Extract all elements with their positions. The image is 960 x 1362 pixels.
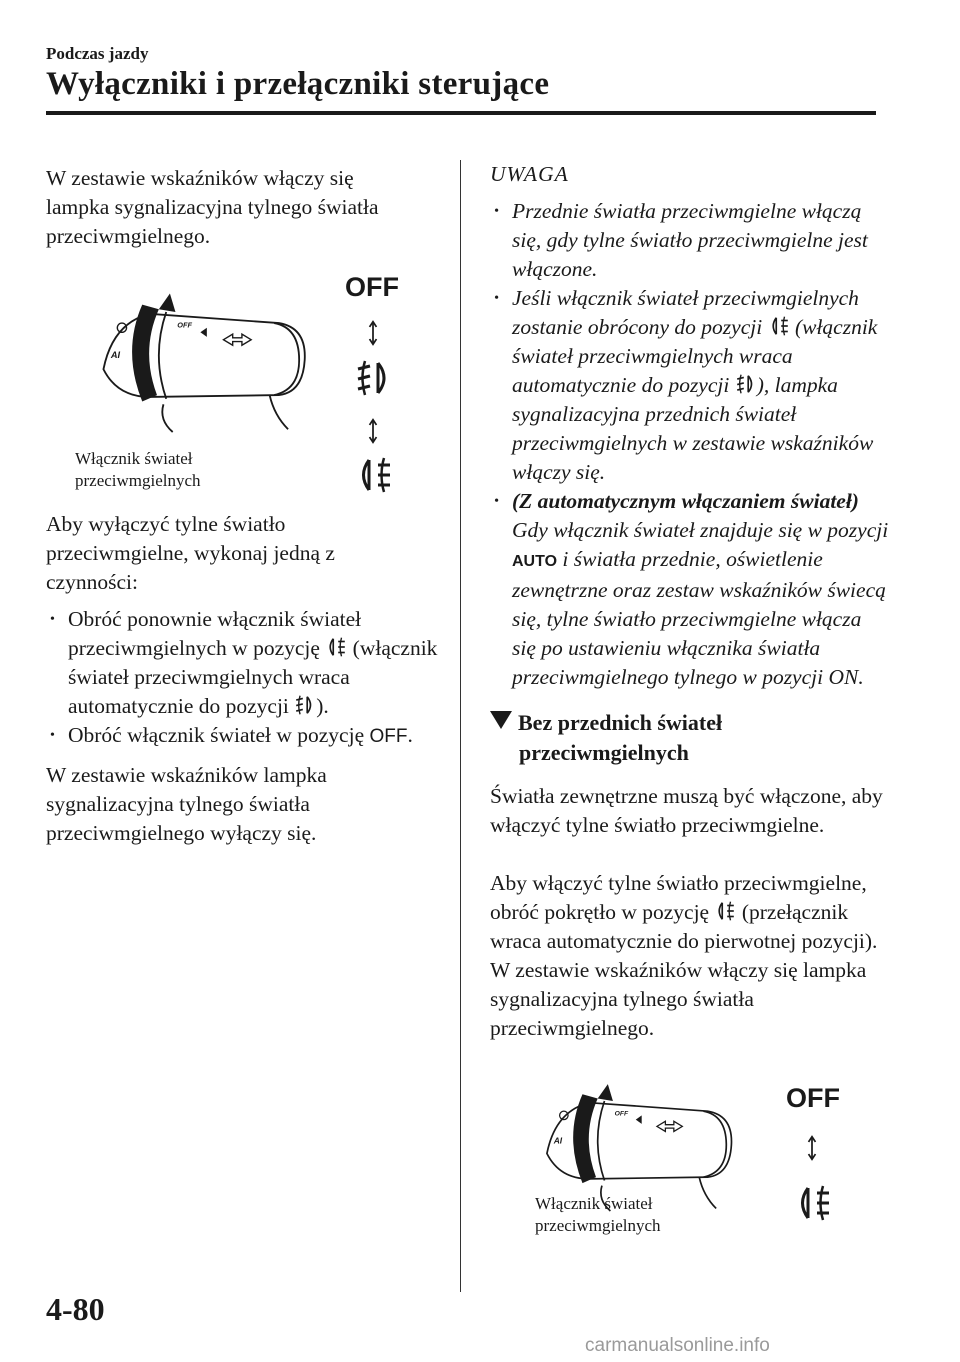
caption-line-1: Włącznik świateł bbox=[75, 449, 193, 468]
left-p2-text: Aby wyłączyć tylne światło przeciwmgielne, wykonaj jedną z czynności: bbox=[46, 512, 335, 594]
note-b3-text-a: Gdy włącznik świateł znajduje się w pozycji bbox=[512, 518, 889, 542]
page-title: Wyłączniki i przełączniki sterujące bbox=[46, 66, 550, 102]
note-bullet-3 bbox=[490, 487, 890, 692]
front-fog-icon bbox=[735, 373, 757, 395]
illustration-caption bbox=[535, 1193, 661, 1237]
right-p4-text: Światła zewnętrzne muszą być włączone, aby włączyć tylne światło przeciwmgielne. bbox=[490, 784, 883, 837]
note-b2-text-b: (włącznik świateł przeciwmgielnych wraca automatycznie do pozycji bbox=[512, 315, 878, 397]
note-title: UWAGA bbox=[490, 162, 569, 186]
left-b1-text-b: (włącznik świateł przeciwmgielnych wraca automatycznie do pozycji bbox=[68, 636, 438, 718]
left-bullet-2 bbox=[46, 721, 446, 751]
note-bullet-2 bbox=[490, 284, 890, 487]
rear-fog-icon bbox=[768, 315, 790, 337]
left-p1-text: W zestawie wskaźników włączy się lampka sygnalizacyjna tylnego światła przeciwmgielnego. bbox=[46, 166, 379, 248]
subheading-line-1: Bez przednich świateł bbox=[518, 710, 723, 735]
left-paragraph-2 bbox=[46, 510, 446, 848]
up-down-arrow-icon bbox=[367, 418, 379, 444]
note-b2-text-a: Jeśli włącznik świateł przeciwmgielnych zostanie obrócony do pozycji bbox=[512, 286, 859, 339]
section-label: Podczas jazdy bbox=[46, 44, 149, 63]
left-b1-text-c: ). bbox=[316, 694, 329, 718]
auto-label: AUTO bbox=[512, 553, 558, 570]
up-down-arrow-icon bbox=[367, 320, 379, 346]
page-number: 4-80 bbox=[46, 1291, 105, 1327]
right-p5 bbox=[490, 869, 890, 956]
front-fog-icon bbox=[354, 358, 394, 398]
subheading bbox=[490, 708, 890, 768]
up-down-arrow-icon bbox=[806, 1135, 818, 1161]
note-b3-heading: (Z automatycznym włączaniem świateł) bbox=[512, 489, 859, 513]
left-paragraph-1 bbox=[46, 164, 406, 251]
title-rule bbox=[46, 111, 876, 115]
rear-fog-icon bbox=[354, 455, 394, 495]
left-p3-text: W zestawie wskaźników lampka sygnalizacyjna tylnego światła przeciwmgielnego wyłączy się. bbox=[46, 763, 327, 845]
note-b3-text-b: i światła przednie, oświetlenie zewnętrzne oraz zestaw wskaźników świecą się, tylne światło przeciwmgielne włącza się po ustawieniu włącznika światła przeciwmgielnego tylnego w pozycji ON. bbox=[512, 547, 886, 689]
note-b1-text: Przednie światła przeciwmgielne włączą się, gdy tylne światło przeciwmgielne jest włączone. bbox=[512, 199, 868, 281]
rear-fog-icon bbox=[793, 1183, 833, 1223]
off-label: OFF bbox=[345, 272, 399, 302]
left-b2-text-c: . bbox=[407, 723, 413, 747]
left-bullet-1 bbox=[46, 605, 446, 721]
triangle-marker-icon bbox=[490, 711, 512, 729]
column-divider bbox=[460, 160, 461, 1292]
caption-line-2: przeciwmgielnych bbox=[535, 1216, 661, 1235]
right-p6-text: W zestawie wskaźników włączy się lampka sygnalizacyjna tylnego światła przeciwmgielnego. bbox=[490, 958, 867, 1040]
right-p5-text-a: Aby włączyć tylne światło przeciwmgielne, obróć pokrętło w pozycję bbox=[490, 871, 867, 924]
off-label: OFF bbox=[786, 1083, 840, 1113]
right-note bbox=[490, 160, 890, 1043]
caption-line-2: przeciwmgielnych bbox=[75, 471, 201, 490]
note-bullet-1 bbox=[490, 197, 890, 284]
fog-switch-illustration-right bbox=[530, 1075, 870, 1250]
rear-fog-icon bbox=[714, 900, 736, 922]
watermark: carmanualsonline.info bbox=[585, 1335, 770, 1356]
left-b1-text-a: Obróć ponownie włącznik świateł przeciwmgielnych w pozycję bbox=[68, 607, 362, 660]
rear-fog-icon bbox=[325, 636, 347, 658]
note-b2-text-c: ), lampka sygnalizacyjna przednich świateł przeciwmgielnych w zestawie wskaźników włączy się. bbox=[512, 373, 874, 484]
fog-switch-stalk-illustration bbox=[85, 285, 325, 435]
caption-line-1: Włącznik świateł bbox=[535, 1194, 653, 1213]
illustration-caption bbox=[75, 448, 201, 492]
fog-switch-illustration-left bbox=[70, 270, 430, 495]
right-p5-text-b: (przełącznik wraca automatycznie do pierwotnej pozycji). bbox=[490, 900, 878, 953]
front-fog-icon bbox=[294, 694, 316, 716]
off-label: OFF bbox=[369, 726, 408, 747]
subheading-line-2: przeciwmgielnych bbox=[519, 740, 689, 765]
left-b2-text-a: Obróć włącznik świateł w pozycję bbox=[68, 723, 365, 747]
